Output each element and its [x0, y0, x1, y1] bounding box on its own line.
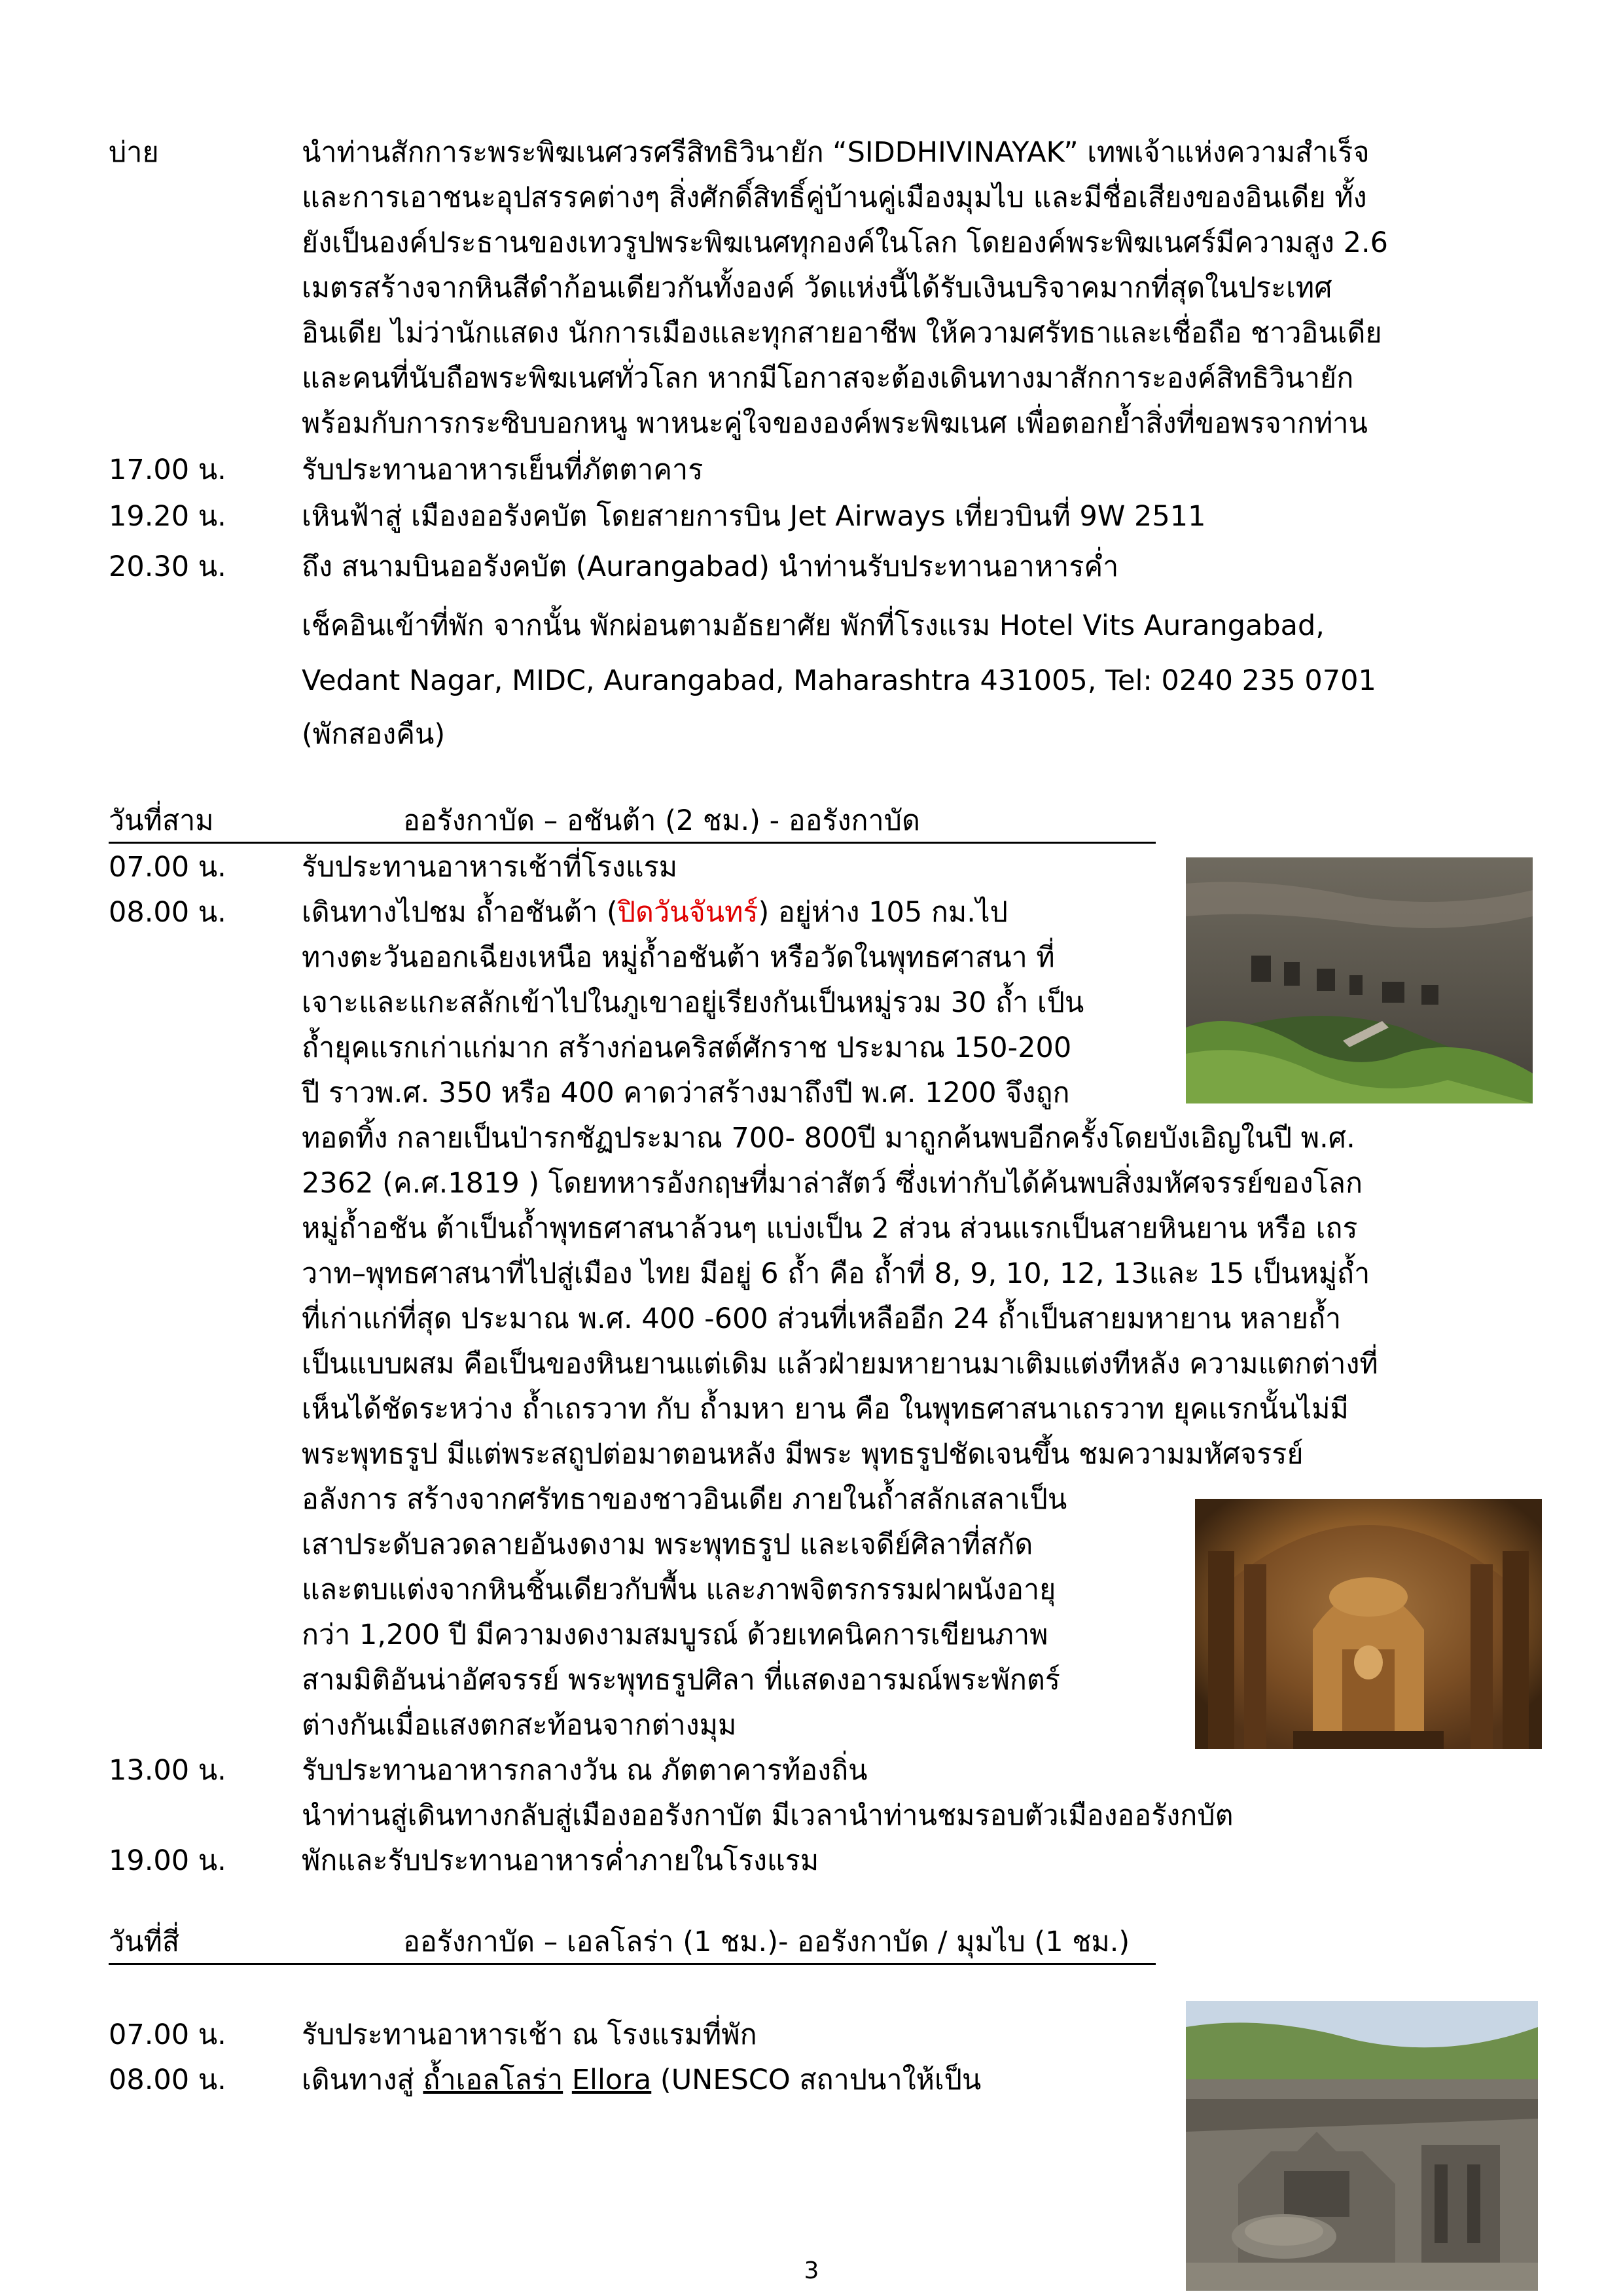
schedule-text: เดินทางไปชม ถ้ำอชันต้า (ปิดวันจันทร์) อยู่ห่าง 105 กม.ไป: [302, 896, 1008, 929]
paragraph-line: และตบแต่งจากหินชิ้นเดียวกับพื้น และภาพจิตรกรรมฝาผนังอายุ: [302, 1573, 1056, 1606]
schedule-text: พักและรับประทานอาหารค่ำภายในโรงแรม: [302, 1844, 819, 1877]
paragraph-line: ต่างกันเมื่อแสงตกสะท้อนจากต่างมุม: [302, 1709, 737, 1742]
time-2030: 20.30 น.: [109, 550, 226, 583]
paragraph-line: เจาะและแกะสลักเข้าไปในภูเขาอยู่เรียงกันเป็นหมู่รวม 30 ถ้ำ เป็น: [302, 986, 1084, 1019]
time-1900: 19.00 น.: [109, 1844, 226, 1877]
paragraph-line: ปี ราวพ.ศ. 350 หรือ 400 คาดว่าสร้างมาถึงปี พ.ศ. 1200 จึงถูก: [302, 1077, 1070, 1109]
block-label-afternoon: บ่าย: [109, 136, 159, 169]
paragraph-line: สามมิติอันน่าอัศจรรย์ พระพุทธรูปศิลา ที่แสดงอารมณ์พระพักตร์: [302, 1664, 1060, 1696]
paragraph-line: ถ้ำยุคแรกเก่าแก่มาก สร้างก่อนคริสต์ศักราช ประมาณ 150-200: [302, 1031, 1072, 1064]
paragraph-line: อินเดีย ไม่ว่านักแสดง นักการเมืองและทุกสายอาชีพ ให้ความศรัทธาและเชื่อถือ ชาวอินเดีย: [302, 317, 1382, 350]
paragraph-line: เป็นแบบผสม คือเป็นของหินยานแต่เดิม แล้วฝ่ายมหายานมาเติมแต่งทีหลัง ความแตกต่างที่: [302, 1348, 1378, 1380]
day-label: วันที่สี่: [109, 1926, 180, 1958]
paragraph-line: นำท่านสักการะพระพิฆเนศวรศรีสิทธิวินายัก “SIDDHIVINAYAK” เทพเจ้าแห่งความสำเร็จ: [302, 136, 1370, 169]
ajanta-caves-photo: [1186, 857, 1533, 1103]
ellora-cave-link: ถ้ำเอลโลร่า: [423, 2064, 563, 2096]
paragraph-line: หมู่ถ้ำอชัน ต้าเป็นถ้ำพุทธศาสนาล้วนๆ แบ่งเป็น 2 ส่วน ส่วนแรกเป็นสายหินยาน หรือ เถร: [302, 1212, 1358, 1245]
schedule-text: รับประทานอาหารเช้า ณ โรงแรมที่พัก: [302, 2018, 757, 2051]
paragraph-line: ยังเป็นองค์ประธานของเทวรูปพระพิฆเนศทุกองค์ในโลก โดยองค์พระพิฆเนศร์มีความสูง 2.6: [302, 226, 1389, 259]
schedule-text: รับประทานอาหารกลางวัน ณ ภัตตาคารท้องถิ่น: [302, 1754, 868, 1787]
paragraph-line: กว่า 1,200 ปี มีความงดงามสมบูรณ์ ด้วยเทคนิคการเขียนภาพ: [302, 1619, 1048, 1651]
ajanta-cave-interior-photo: [1195, 1499, 1542, 1749]
time-1700: 17.00 น.: [109, 454, 226, 486]
schedule-text: รับประทานอาหารเย็นที่ภัตตาคาร: [302, 454, 704, 486]
day-header-3: [109, 798, 1156, 844]
paragraph-line: พระพุทธรูป มีแต่พระสถูปต่อมาตอนหลัง มีพระ พุทธรูปชัดเจนขึ้น ชมความมหัศจรรย์: [302, 1438, 1304, 1471]
paragraph-line: เสาประดับลวดลายอันงดงาม พระพุทธรูป และเจดีย์ศิลาที่สกัด: [302, 1528, 1033, 1561]
ellora-caves-photo: [1186, 2001, 1538, 2291]
time-0800: 08.00 น.: [109, 2064, 226, 2096]
schedule-text: (พักสองคืน): [302, 718, 446, 751]
time-1920: 19.20 น.: [109, 500, 226, 533]
paragraph-line: ทางตะวันออกเฉียงเหนือ หมู่ถ้ำอชันต้า หรือวัดในพุทธศาสนา ที่: [302, 941, 1055, 974]
schedule-text: เช็คอินเข้าที่พัก จากนั้น พักผ่อนตามอัธยาศัย พักที่โรงแรม Hotel Vits Aurangabad,: [302, 609, 1325, 642]
schedule-text: ถึง สนามบินออรังคบัต (Aurangabad) นำท่านรับประทานอาหารค่ำ: [302, 550, 1119, 583]
paragraph-line: เมตรสร้างจากหินสีดำก้อนเดียวกันทั้งองค์ วัดแห่งนี้ได้รับเงินบริจาคมากที่สุดในประเทศ: [302, 272, 1332, 304]
paragraph-line: 2362 (ค.ศ.1819 ) โดยทหารอังกฤษที่มาล่าสัตว์ ซึ่งเท่ากับได้ค้นพบสิ่งมหัศจรรย์ของโลก: [302, 1167, 1363, 1200]
day-label: วันที่สาม: [109, 804, 214, 837]
time-0700: 07.00 น.: [109, 851, 226, 884]
time-0800: 08.00 น.: [109, 896, 226, 929]
paragraph-line: ทอดทิ้ง กลายเป็นป่ารกชัฏประมาณ 700- 800ปี มาถูกค้นพบอีกครั้งโดยบังเอิญในปี พ.ศ.: [302, 1122, 1355, 1155]
paragraph-line: ที่เก่าแก่ที่สุด ประมาณ พ.ศ. 400 -600 ส่วนที่เหลืออีก 24 ถ้ำเป็นสายมหายาน หลายถ้ำ: [302, 1302, 1342, 1335]
schedule-text: เดินทางสู่ ถ้ำเอลโลร่า Ellora (UNESCO สถาปนาให้เป็น: [302, 2064, 982, 2096]
ellora-link: Ellora: [571, 2064, 652, 2096]
time-0700: 07.00 น.: [109, 2018, 226, 2051]
day-title: ออรังกาบัด – อชันต้า (2 ชม.) - ออรังกาบัด: [403, 804, 920, 837]
day-header-4: [109, 1920, 1156, 1965]
schedule-text: นำท่านสู่เดินทางกลับสู่เมืองออรังกาบัต มีเวลานำท่านชมรอบตัวเมืองออรังกบัต: [302, 1799, 1234, 1832]
schedule-text: รับประทานอาหารเช้าที่โรงแรม: [302, 851, 678, 884]
paragraph-line: พร้อมกับการกระซิบบอกหนู พาหนะคู่ใจขององค์พระพิฆเนศ เพื่อตอกย้ำสิ่งที่ขอพรจากท่าน: [302, 407, 1368, 440]
paragraph-line: และการเอาชนะอุปสรรคต่างๆ สิ่งศักดิ์สิทธิ์คู่บ้านคู่เมืองมุมไบ และมีชื่อเสียงของอินเดีย ทั้ง: [302, 181, 1367, 214]
paragraph-line: อลังการ สร้างจากศรัทธาของชาวอินเดีย ภายในถ้ำสลักเสลาเป็น: [302, 1483, 1067, 1516]
closed-monday-note: ปิดวันจันทร์: [617, 896, 758, 929]
schedule-text: Vedant Nagar, MIDC, Aurangabad, Maharashtra 431005, Tel: 0240 235 0701: [302, 664, 1376, 697]
day-title: ออรังกาบัด – เอลโลร่า (1 ชม.)- ออรังกาบัด / มุมไบ (1 ชม.): [403, 1926, 1130, 1958]
page-number: 3: [804, 2257, 819, 2284]
paragraph-line: วาท–พุทธศาสนาที่ไปสู่เมือง ไทย มีอยู่ 6 ถ้ำ คือ ถ้ำที่ 8, 9, 10, 12, 13และ 15 เป็นหมู่ถ้ำ: [302, 1257, 1370, 1290]
schedule-text: เหินฟ้าสู่ เมืองออรังคบัต โดยสายการบิน Jet Airways เที่ยวบินที่ 9W 2511: [302, 500, 1206, 533]
paragraph-line: เห็นได้ชัดระหว่าง ถ้ำเถรวาท กับ ถ้ำมหา ยาน คือ ในพุทธศาสนาเถรวาท ยุคแรกนั้นไม่มี: [302, 1393, 1349, 1426]
time-1300: 13.00 น.: [109, 1754, 226, 1787]
paragraph-line: และคนที่นับถือพระพิฆเนศทั่วโลก หากมีโอกาสจะต้องเดินทางมาสักการะองค์สิทธิวินายัก: [302, 362, 1354, 395]
